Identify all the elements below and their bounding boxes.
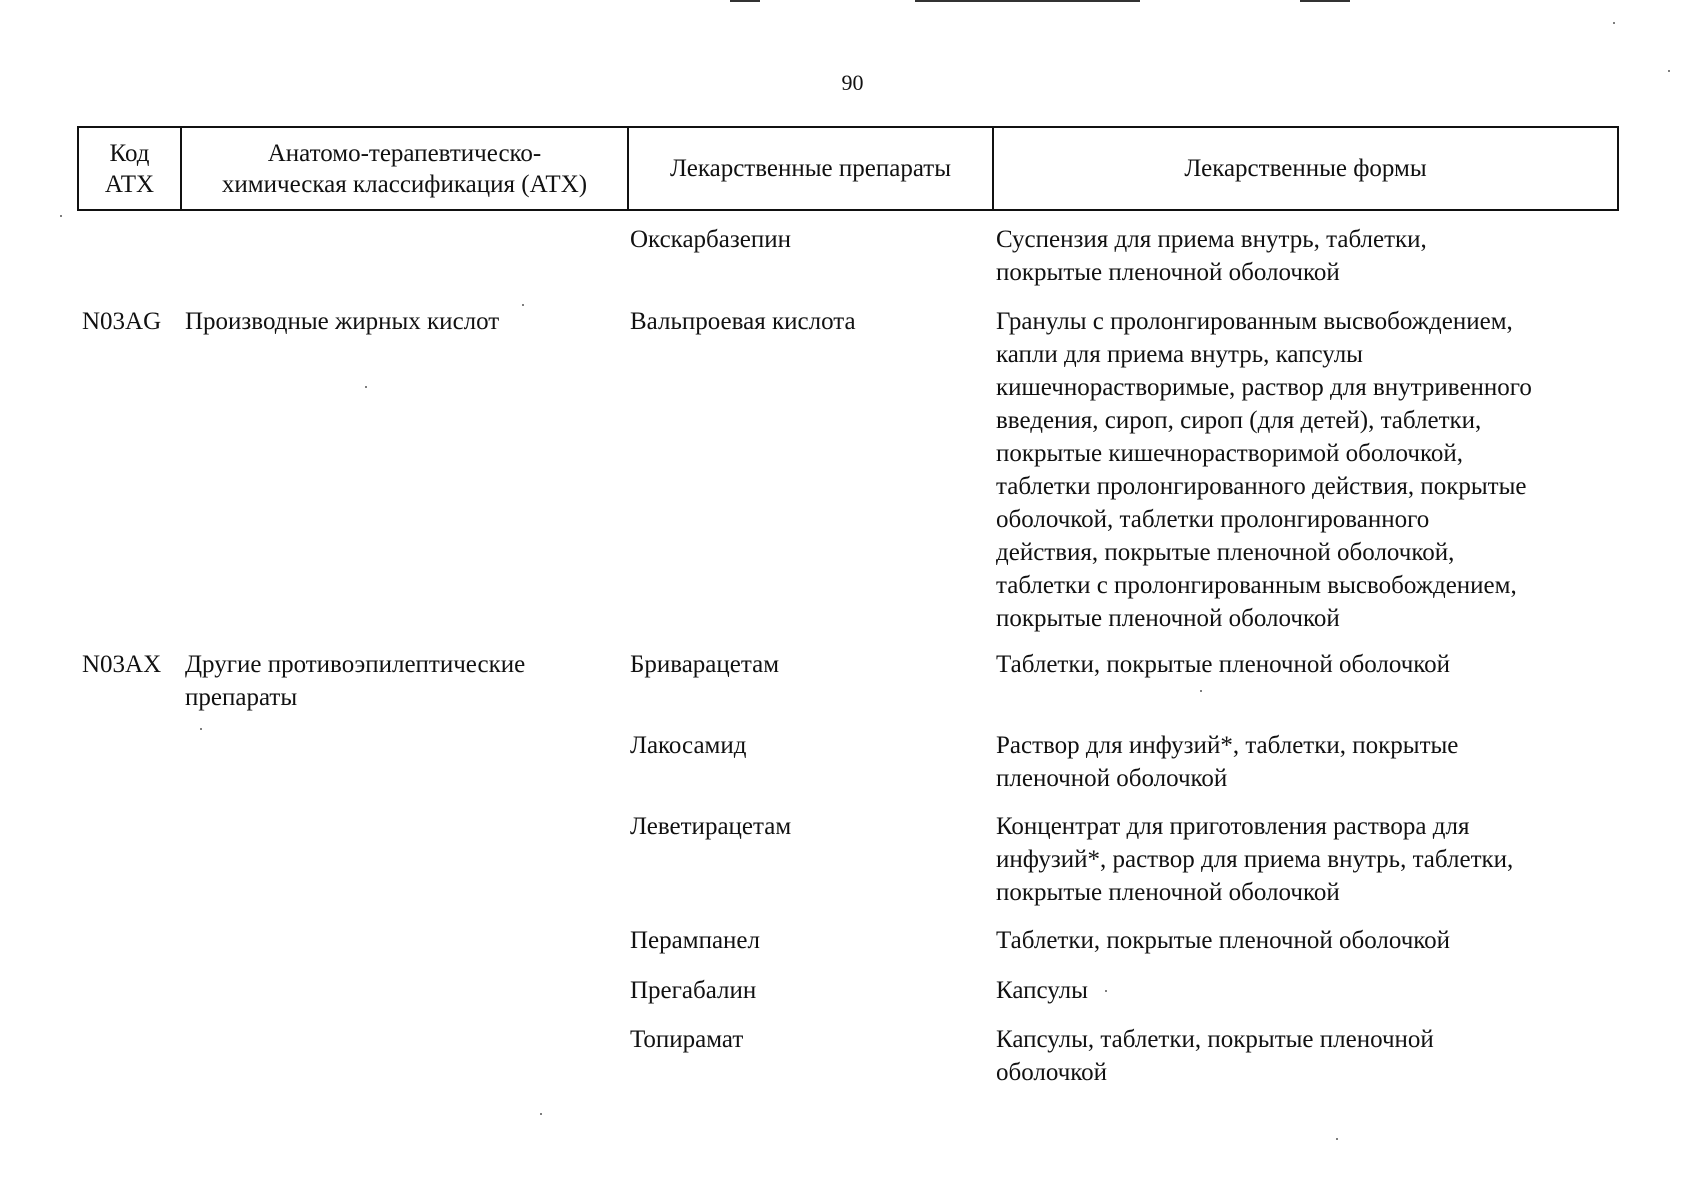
row-drug: Лакосамид [630, 732, 747, 759]
row-drug: Окскарбазепин [630, 226, 791, 253]
row-drug: Прегабалин [630, 977, 757, 1004]
row-forms: Суспензия для приема внутрь, таблетки, покрытые пленочной оболочкой [996, 226, 1427, 286]
row-forms: Таблетки, покрытые пленочной оболочкой [996, 927, 1451, 954]
scan-speck [365, 386, 367, 388]
table-header [77, 126, 1619, 211]
scan-speck [540, 1113, 542, 1115]
page-number: 90 [841, 70, 864, 95]
header-forms [994, 128, 1617, 209]
row-forms: Раствор для инфузий*, таблетки, покрытые пленочной оболочкой [996, 732, 1459, 792]
header-forms-label: Лекарственные формы [1184, 155, 1427, 182]
header-drugs-label: Лекарственные препараты [669, 155, 952, 182]
scan-speck [60, 215, 62, 217]
header-code-label: Код АТХ [104, 139, 155, 198]
scan-speck [200, 728, 202, 730]
row-code: N03AG [82, 308, 162, 335]
header-classification [182, 128, 629, 209]
row-forms: Гранулы с пролонгированным высвобождением, капли для приема внутрь, капсулы кишечнорастворимые, раствор для внутривенного введения, сироп, сироп (для детей), таблетки, покрытые кишечнорастворимой оболочкой, таблетки пролонгированного действия, покрытые оболочкой, таблетки пролонгированного действия, покрытые пленочной оболочкой, таблетки с пролонгированным высвобождением, покрытые пленочной оболочкой [996, 308, 1532, 632]
row-forms: Капсулы, таблетки, покрытые пленочной оболочкой [996, 1026, 1434, 1086]
row-drug: Перампанел [630, 927, 760, 954]
header-drugs [629, 128, 994, 209]
row-drug: Леветирацетам [630, 813, 792, 840]
scan-speck [1200, 690, 1202, 692]
row-code: N03AX [82, 651, 162, 678]
row-forms: Капсулы [996, 977, 1088, 1004]
scan-speck [1613, 22, 1615, 24]
scan-speck [1336, 1138, 1338, 1140]
row-classification: Производные жирных кислот [185, 308, 500, 335]
scan-smudge [1300, 0, 1350, 2]
row-drug: Вальпроевая кислота [630, 308, 856, 335]
header-classification-label: Анатомо-терапевтическо- химическая классификация (АТХ) [221, 139, 588, 198]
row-forms: Концентрат для приготовления раствора для инфузий*, раствор для приема внутрь, таблетки, покрытые пленочной оболочкой [996, 813, 1514, 906]
scan-smudge [730, 0, 760, 2]
header-code [79, 128, 182, 209]
row-classification: Другие противоэпилептические препараты [185, 651, 526, 711]
row-drug: Топирамат [630, 1026, 744, 1053]
row-forms: Таблетки, покрытые пленочной оболочкой [996, 651, 1451, 678]
row-drug: Бриварацетам [630, 651, 780, 678]
scan-smudge [915, 0, 1140, 2]
